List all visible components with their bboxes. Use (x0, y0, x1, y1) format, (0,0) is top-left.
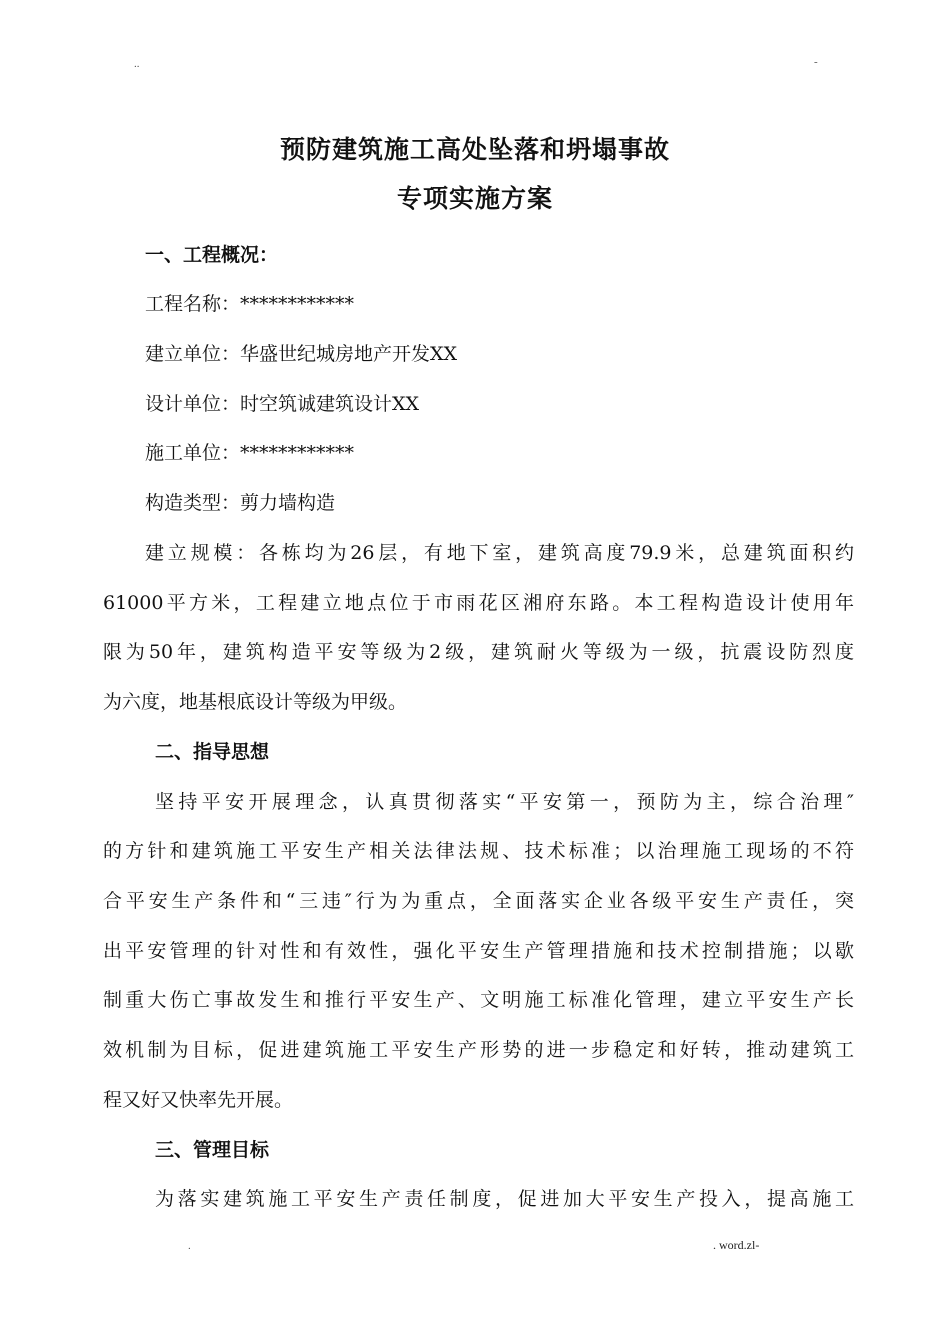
paragraph-line: 为六度，地基根底设计等级为甲级。 (103, 691, 408, 713)
footer-left-mark: . (188, 1240, 191, 1252)
field-project-name: 工程名称：************ (145, 293, 355, 315)
paragraph-line: 效机制为目标，促进建筑施工平安生产形势的进一步稳定和好转，推动建筑工 (103, 1039, 854, 1061)
paragraph-line: 制重大伤亡事故发生和推行平安生产、文明施工标准化管理，建立平安生产长 (103, 989, 854, 1011)
paragraph-line: 合平安生产条件和“三违″行为为重点，全面落实企业各级平安生产责任，突 (103, 890, 854, 912)
header-right-mark: - (814, 56, 818, 68)
field-contractor: 施工单位：************ (145, 442, 355, 464)
paragraph-line: 的方针和建筑施工平安生产相关法律法规、技术标准；以治理施工现场的不符 (103, 840, 854, 862)
document-title-line2: 专项实施方案 (396, 184, 553, 213)
paragraph-line: 为落实建筑施工平安生产责任制度，促进加大平安生产投入，提高施工 (155, 1188, 854, 1210)
header-left-mark: .. (134, 58, 140, 70)
section-heading-overview: 一、工程概况： (145, 244, 279, 266)
paragraph-line: 限为50年，建筑构造平安等级为2级，建筑耐火等级为一级，抗震设防烈度 (103, 641, 854, 663)
section-heading-goals: 三、管理目标 (155, 1139, 270, 1161)
paragraph-line: 坚持平安开展理念，认真贯彻落实“平安第一，预防为主，综合治理″ (155, 791, 854, 813)
document-title-line1: 预防建筑施工高处坠落和坍塌事故 (279, 135, 670, 164)
field-designer: 设计单位：时空筑诚建筑设计XX (145, 393, 420, 415)
field-structure-type: 构造类型：剪力墙构造 (145, 492, 336, 514)
paragraph-line: 61000平方米，工程建立地点位于市雨花区湘府东路。本工程构造设计使用年 (103, 592, 854, 614)
paragraph-line: 建立规模：各栋均为26层，有地下室，建筑高度79.9米，总建筑面积约 (145, 542, 854, 564)
section-heading-guidance: 二、指导思想 (155, 741, 270, 763)
field-developer: 建立单位：华盛世纪城房地产开发XX (145, 343, 458, 365)
footer-watermark-text: . word.zl- (713, 1238, 760, 1252)
paragraph-line: 程又好又快率先开展。 (103, 1089, 294, 1111)
paragraph-line: 出平安管理的针对性和有效性，强化平安生产管理措施和技术控制措施；以歇 (103, 940, 854, 962)
